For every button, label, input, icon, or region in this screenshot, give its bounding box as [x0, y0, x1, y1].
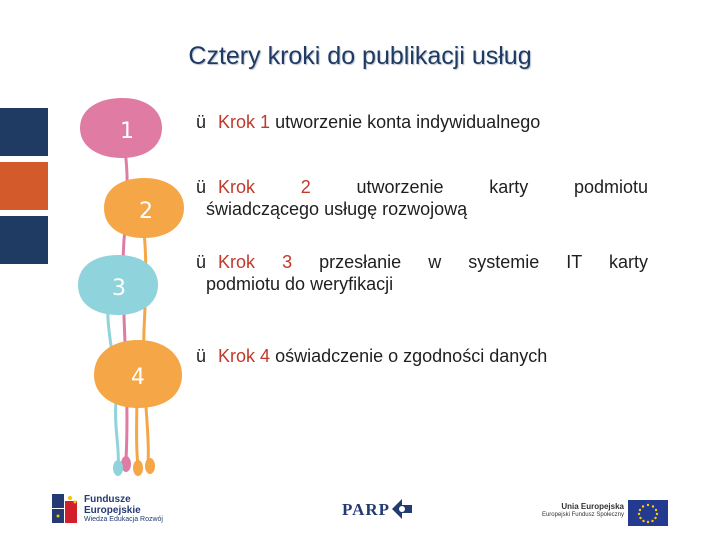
drop-teal — [113, 460, 123, 476]
fe-subtitle: Wiedza Edukacja Rozwój — [84, 516, 163, 523]
fe-emblem-icon — [50, 492, 80, 526]
check-icon: ü — [196, 252, 207, 272]
eu-flag-icon — [628, 500, 668, 526]
circle-3-label: 3 — [112, 276, 126, 301]
step-4 — [196, 345, 648, 367]
step-keyword: Krok — [218, 252, 256, 272]
step-3 — [196, 251, 648, 295]
step-keyword: Krok — [218, 346, 256, 366]
parp-wordmark: PARP — [342, 500, 391, 519]
slide-title: Cztery kroki do publikacji usług — [188, 42, 532, 70]
step-text: oświadczenie o zgodności danych — [275, 346, 548, 366]
step-2 — [196, 176, 648, 220]
step-continuation: świadczącego usługę rozwojową — [206, 199, 468, 219]
unia-europejska-logo — [540, 500, 670, 528]
step-keyword: Krok — [218, 177, 256, 197]
check-icon: ü — [196, 177, 207, 197]
step-number: 3 — [282, 252, 293, 272]
circle-4-label: 4 — [131, 365, 145, 390]
step-text: utworzenie karty podmiotu — [356, 177, 648, 197]
fundusze-europejskie-logo — [50, 490, 180, 530]
step-number: 4 — [260, 346, 271, 366]
circle-1-label: 1 — [120, 119, 134, 144]
fe-line2: Europejskie — [84, 505, 141, 516]
step-number: 2 — [300, 177, 311, 197]
fe-line1: Fundusze — [84, 494, 131, 505]
check-icon: ü — [196, 112, 207, 132]
parp-arrows-icon — [390, 497, 414, 521]
step-continuation: podmiotu do weryfikacji — [206, 274, 394, 294]
parp-logo — [342, 496, 416, 524]
drop-amber-b — [145, 458, 155, 474]
step-text: utworzenie konta indywidualnego — [275, 112, 541, 132]
step-text: przesłanie w systemie IT karty — [319, 252, 648, 272]
step-1 — [196, 111, 648, 133]
ribbon-amber-2 — [140, 208, 148, 465]
ue-title: Unia Europejska — [561, 502, 624, 511]
check-icon: ü — [196, 346, 207, 366]
ue-subtitle: Europejski Fundusz Społeczny — [541, 512, 624, 518]
drop-amber-a — [133, 460, 143, 476]
step-number: 1 — [260, 112, 271, 132]
circle-2-label: 2 — [139, 199, 153, 224]
step-keyword: Krok — [218, 112, 256, 132]
steps-diagram — [0, 0, 200, 490]
